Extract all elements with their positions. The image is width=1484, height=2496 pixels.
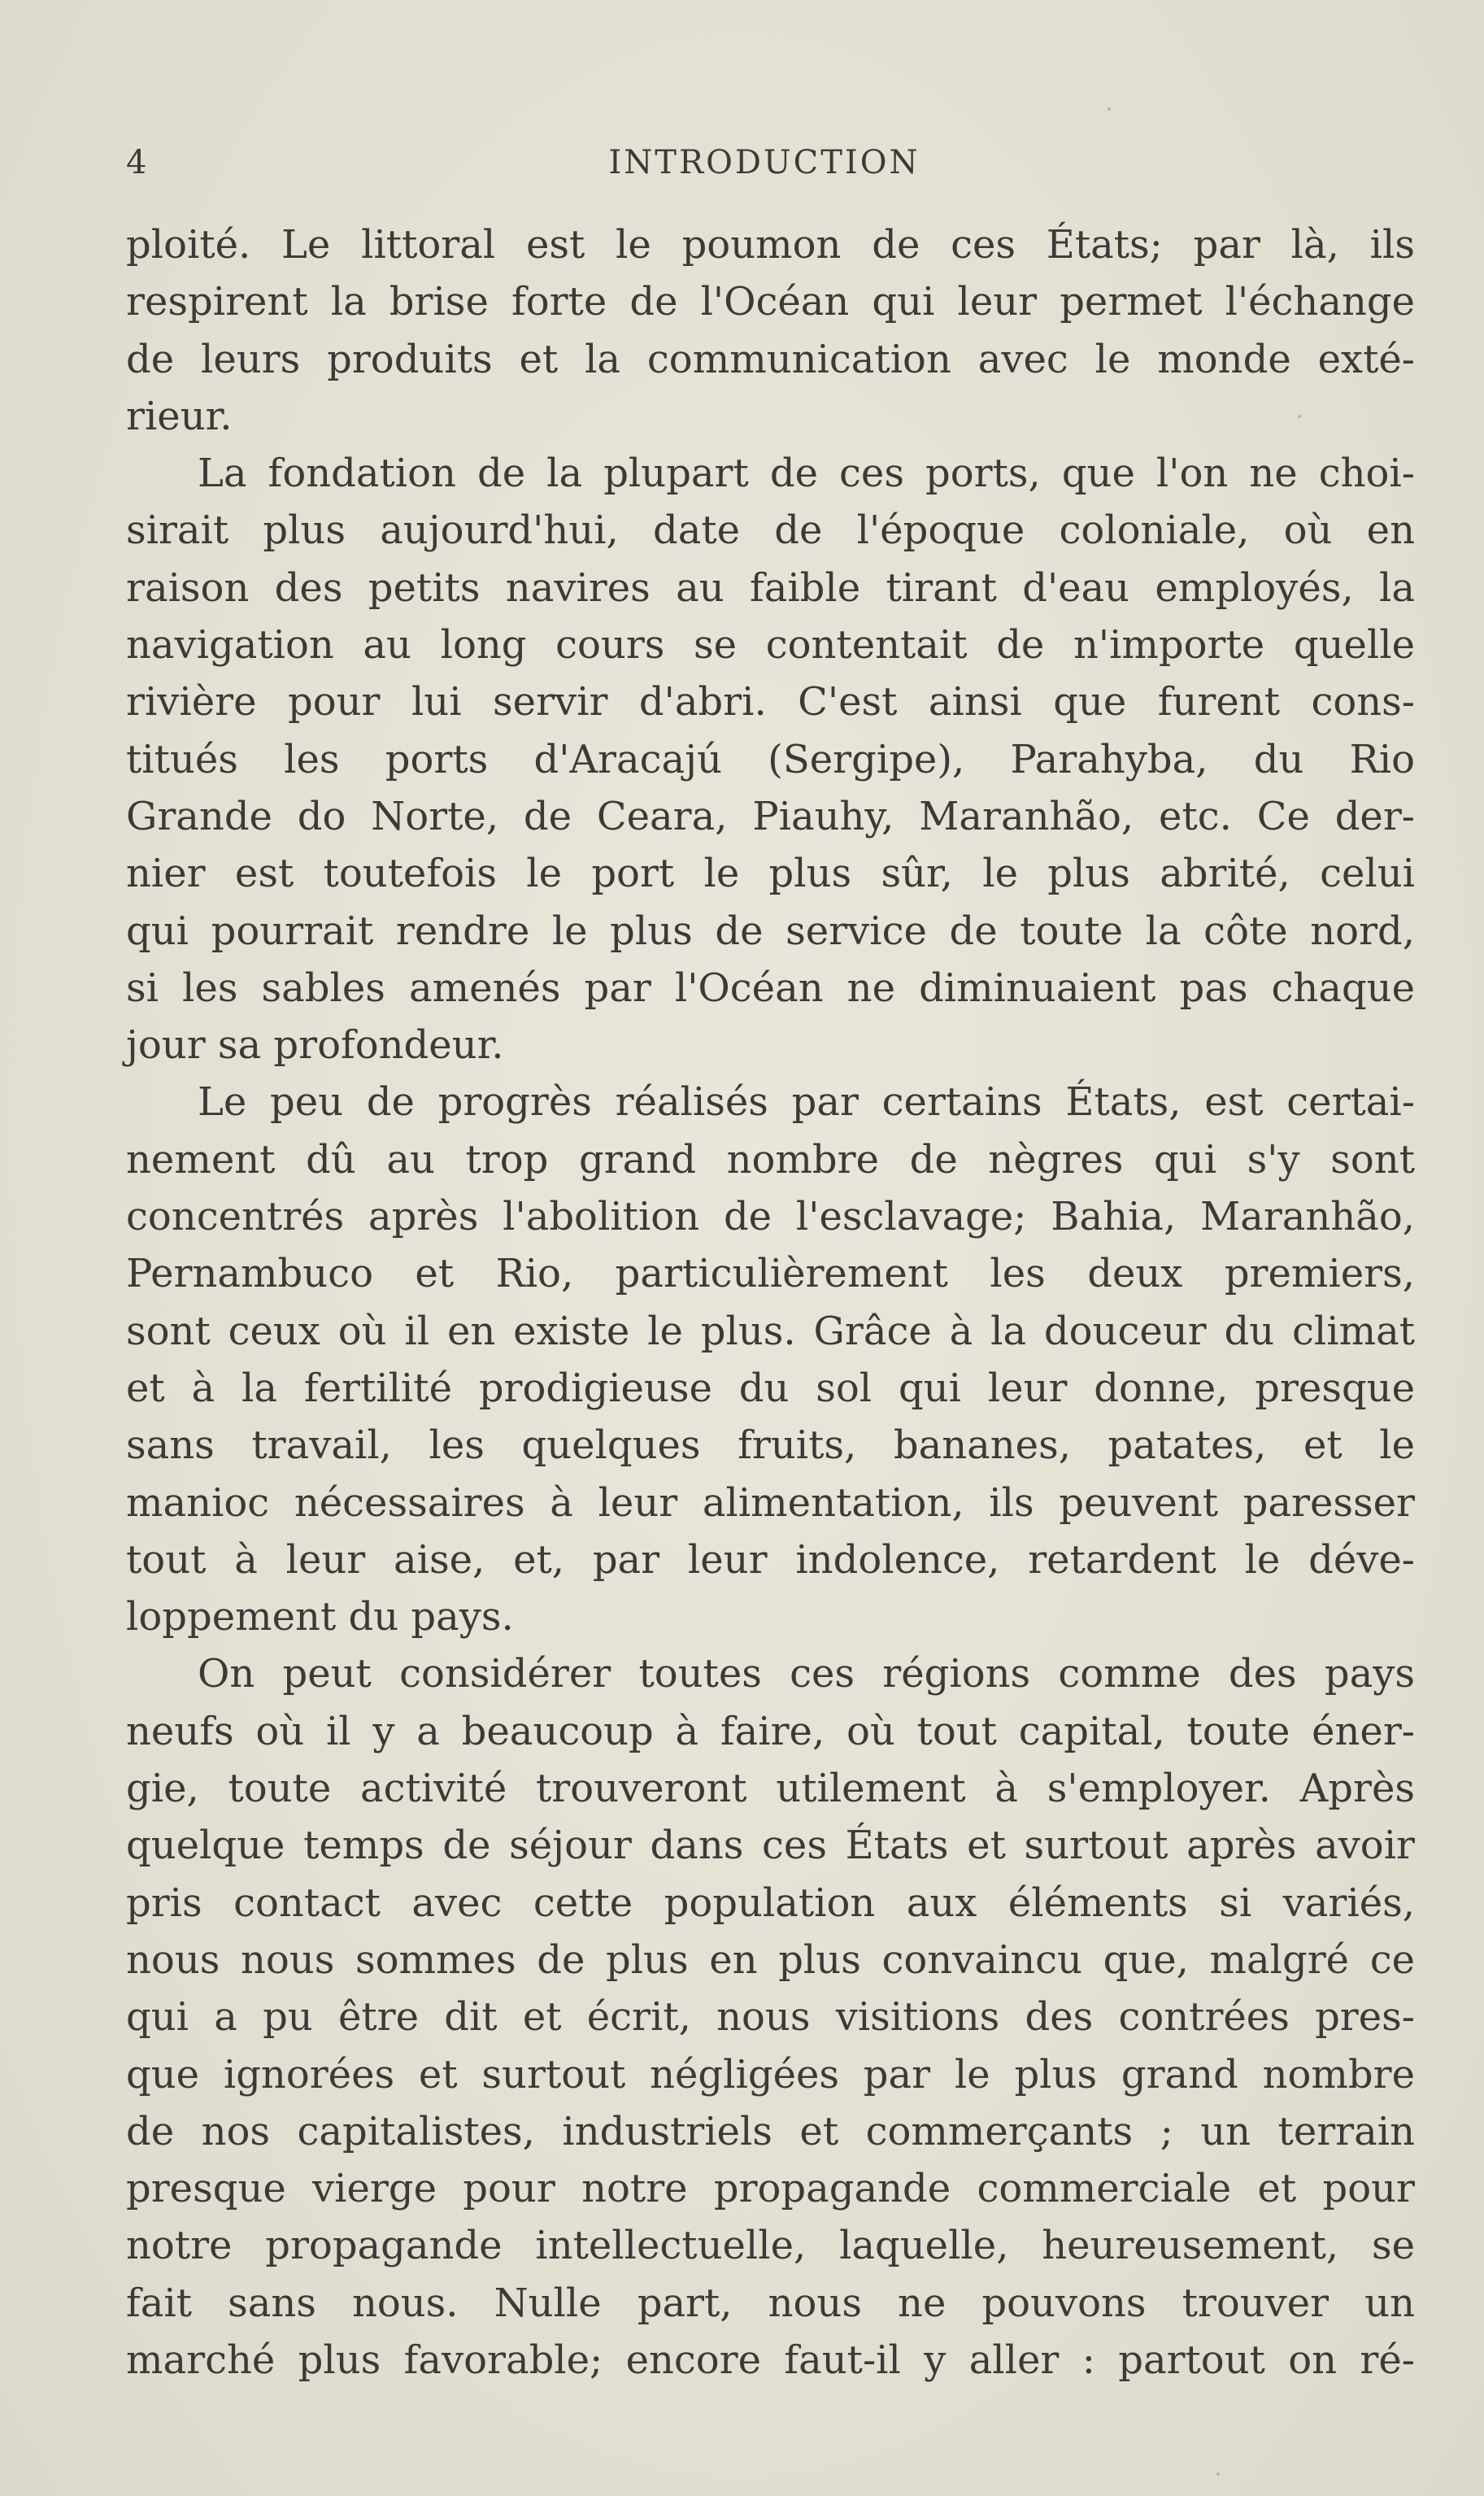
text-line: de leurs produits et la communication avec le monde exté- [126,336,1415,382]
text-line: fait sans nous. Nulle part, nous ne pouvons trouver un [126,2280,1415,2326]
text-line: gie, toute activité trouveront utilement à s'employer. Après [126,1766,1415,1812]
text-line: neufs où il y a beaucoup à faire, où tout capital, toute éner- [126,1708,1415,1754]
text-line: ploité. Le littoral est le poumon de ces États; par là, ils [126,222,1415,268]
text-line: de nos capitalistes, industriels et commerçants ; un terrain [126,2108,1415,2154]
text-line: sans travail, les quelques fruits, bananes, patates, et le [126,1422,1415,1469]
text-line: nement dû au trop grand nombre de nègres qui s'y sont [126,1136,1415,1183]
text-line: quelque temps de séjour dans ces États et surtout après avoir [126,1823,1415,1869]
running-title: INTRODUCTION [608,144,920,181]
text-line: marché plus favorable; encore faut-il y aller : partout on ré- [126,2337,1415,2383]
text-line: jour sa profondeur. [126,1022,504,1069]
body-text [126,216,1415,2389]
text-line: sirait plus aujourd'hui, date de l'époque coloniale, où en [126,507,1415,554]
paragraph [126,1645,1415,2389]
text-line: si les sables amenés par l'Océan ne diminuaient pas chaque [126,965,1415,1011]
text-line: pris contact avec cette population aux éléments si variés, [126,1880,1415,1926]
text-line: que ignorées et surtout négligées par le plus grand nombre [126,2051,1415,2097]
text-line: Le peu de progrès réalisés par certains États, est certai- [198,1079,1415,1126]
text-line: Pernambuco et Rio, particulièrement les deux premiers, [126,1251,1415,1297]
text-line: nous nous sommes de plus en plus convaincu que, malgré ce [126,1936,1415,1983]
text-line: navigation au long cours se contentait de n'importe quelle [126,622,1415,669]
text-line: rieur. [126,393,233,439]
text-line: Grande do Norte, de Ceara, Piauhy, Maranhão, etc. Ce der- [126,793,1415,839]
text-line: raison des petits navires au faible tirant d'eau employés, la [126,564,1415,611]
paper-speck [1216,2472,1220,2476]
text-line: notre propagande intellectuelle, laquelle, heureusement, se [126,2223,1415,2269]
text-line: tout à leur aise, et, par leur indolence, retardent le déve- [126,1536,1415,1583]
text-line: et à la fertilité prodigieuse du sol qui leur donne, presque [126,1365,1415,1411]
text-line: sont ceux où il en existe le plus. Grâce à la douceur du climat [126,1308,1415,1354]
text-line: respirent la brise forte de l'Océan qui leur permet l'échange [126,279,1415,325]
text-line: loppement du pays. [126,1594,514,1640]
paragraph [126,216,1415,445]
text-line: La fondation de la plupart de ces ports, que l'on ne choi- [198,451,1415,497]
page-number: 4 [126,144,147,181]
text-line: manioc nécessaires à leur alimentation, ils peuvent paresser [126,1479,1415,1526]
text-line: nier est toutefois le port le plus sûr, le plus abrité, celui [126,851,1415,897]
text-line: qui a pu être dit et écrit, nous visitions des contrées pres- [126,1994,1415,2041]
text-line: concentrés après l'abolition de l'esclavage; Bahia, Maranhão, [126,1194,1415,1240]
text-line: presque vierge pour notre propagande commerciale et pour [126,2166,1415,2212]
paper-speck [1108,107,1111,111]
text-line: On peut considérer toutes ces régions comme des pays [198,1651,1415,1697]
text-line: qui pourrait rendre le plus de service de toute la côte nord, [126,908,1415,954]
paragraph [126,445,1415,1074]
text-line: titués les ports d'Aracajú (Sergipe), Parahyba, du Rio [126,736,1415,782]
page-header [126,138,1415,187]
paragraph [126,1074,1415,1645]
text-line: rivière pour lui servir d'abri. C'est ainsi que furent cons- [126,679,1415,725]
paper-speck [1298,415,1301,418]
